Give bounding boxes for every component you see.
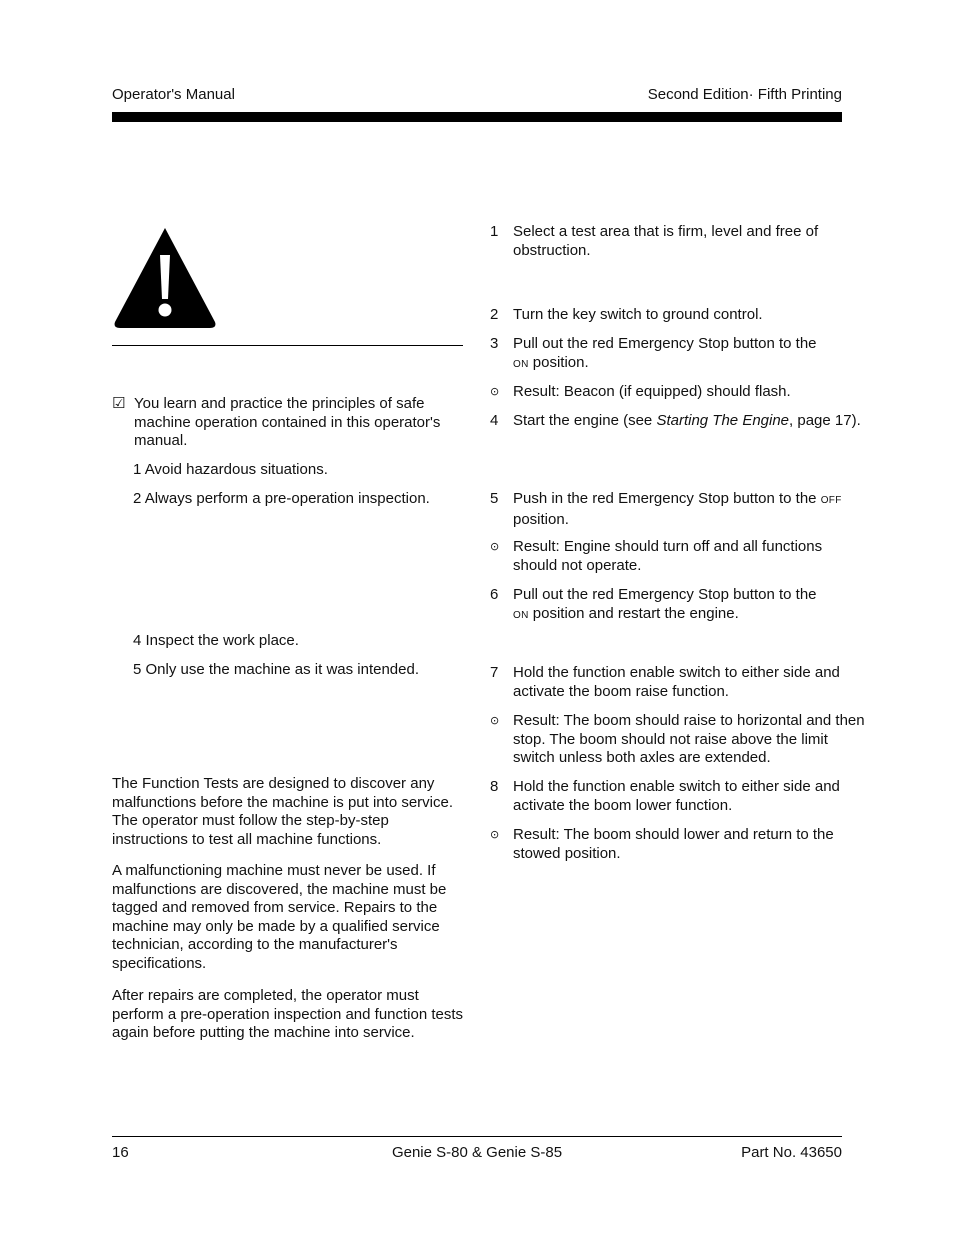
list-item: 1 Avoid hazardous situations. xyxy=(133,461,328,478)
procedure-result: ⊙ Result: The boom should raise to horizontal and then stop. The boom should not raise above the limit switch unless both axles are extended. xyxy=(490,712,865,767)
checklist-text: You learn and practice the principles of safe machine operation contained in this operator's manual. xyxy=(134,395,441,450)
result-icon: ⊙ xyxy=(490,715,500,727)
procedure-result: ⊙ Result: Beacon (if equipped) should flash. xyxy=(490,383,791,400)
footer-part-number: Part No. 43650 xyxy=(741,1144,842,1161)
paragraph: After repairs are completed, the operator must perform a pre-operation inspection and function tests again before putting the machine into service. xyxy=(112,987,464,1042)
paragraph: A malfunctioning machine must never be used. If malfunctions are discovered, the machine must be tagged and removed from service. Repairs to the machine may only be made by a qualified service technician, according to the manufacturer's specifications. xyxy=(112,862,447,972)
procedure-step: 3 Pull out the red Emergency Stop button to the ON position. xyxy=(490,335,817,371)
result-icon: ⊙ xyxy=(490,386,500,398)
list-item: 5 Only use the machine as it was intended. xyxy=(133,661,420,678)
procedure-step: 4 Start the engine (see Starting The Engine, page 17). xyxy=(490,412,861,429)
result-icon: ⊙ xyxy=(490,829,500,841)
procedure-step: 1 Select a test area that is firm, level and free of obstruction. xyxy=(490,223,819,259)
list-item: 2 Always perform a pre-operation inspection. xyxy=(133,490,430,507)
result-icon: ⊙ xyxy=(490,541,500,553)
procedure-result: ⊙ Result: The boom should lower and return to the stowed position. xyxy=(490,826,834,862)
footer-model: Genie S-80 & Genie S-85 xyxy=(391,1144,563,1161)
procedure-step: 7 Hold the function enable switch to either side and activate the boom raise function. xyxy=(490,664,840,700)
warning-triangle-icon xyxy=(112,225,218,329)
header-edition: Second Edition· Fifth Printing xyxy=(647,86,842,103)
checkbox-icon: ☑ xyxy=(112,395,126,412)
procedure-step: 8 Hold the function enable switch to either side and activate the boom lower function. xyxy=(490,778,840,814)
section-rule xyxy=(112,345,463,346)
paragraph: The Function Tests are designed to discover any malfunctions before the machine is put into service. The operator must follow the step-by-step instructions to test all machine functions. xyxy=(112,775,454,848)
footer-rule xyxy=(112,1136,842,1137)
header-rule xyxy=(112,112,842,122)
procedure-step: 5 Push in the red Emergency Stop button to the OFF position. xyxy=(490,490,842,528)
page-number: 16 xyxy=(112,1144,129,1161)
header-manual-title: Operator's Manual xyxy=(112,86,235,103)
procedure-step: 6 Pull out the red Emergency Stop button to the ON position and restart the engine. xyxy=(490,586,817,622)
procedure-result: ⊙ Result: Engine should turn off and all functions should not operate. xyxy=(490,538,823,574)
safety-checklist-item xyxy=(112,395,462,451)
list-item: 4 Inspect the work place. xyxy=(133,632,299,649)
procedure-step: 2 Turn the key switch to ground control. xyxy=(490,306,763,323)
